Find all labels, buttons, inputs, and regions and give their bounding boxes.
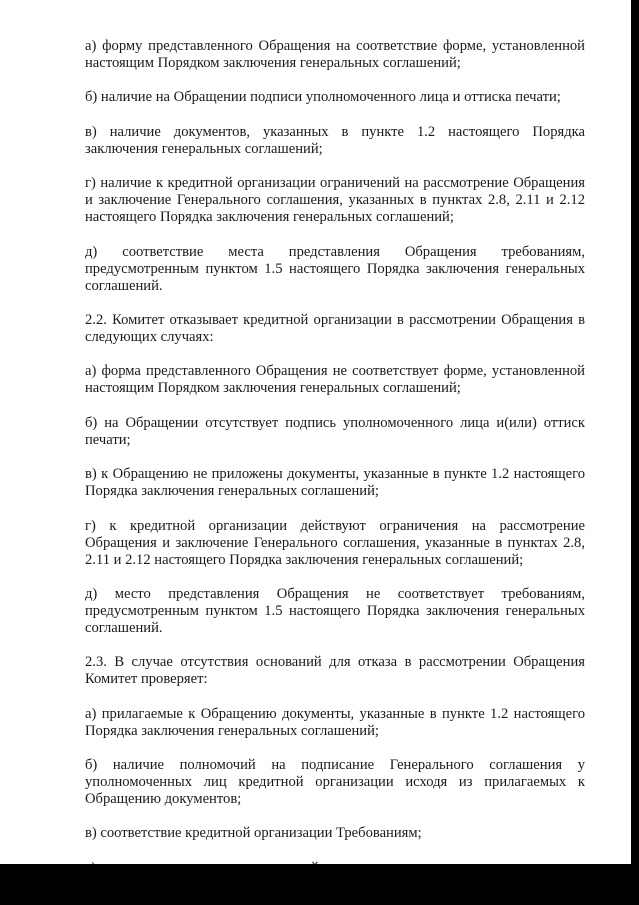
paragraph-refuse-signature: б) на Обращении отсутствует подпись уполномоченного лица и(или) оттиск печати; [85,414,585,448]
document-body [85,38,585,894]
scan-edge-right [631,0,639,905]
paragraph-check-documents: в) наличие документов, указанных в пункте 1.2 настоящего Порядка заключения генеральных соглашений; [85,123,585,157]
paragraph-verify-authority: б) наличие полномочий на подписание Генерального соглашения у уполномоченных лиц кредитной организации исходя из прилагаемых к Обращению документов; [85,757,585,808]
paragraph-verify-requirements: в) соответствие кредитной организации Требованиям; [85,825,422,842]
paragraph-check-signature: б) наличие на Обращении подписи уполномоченного лица и оттиска печати; [85,89,561,106]
paragraph-refuse-place: д) место представления Обращения не соответствует требованиям, предусмотренным пунктом 1.5 настоящего Порядка заключения генеральных соглашений. [85,585,585,636]
paragraph-check-form: а) форму представленного Обращения на соответствие форме, установленной настоящим Порядком заключения генеральных соглашений; [85,38,585,71]
paragraph-verify-documents: а) прилагаемые к Обращению документы, указанные в пункте 1.2 настоящего Порядка заключения генеральных соглашений; [85,705,585,739]
paragraph-section-2-3: 2.3. В случае отсутствия оснований для отказа в рассмотрении Обращения Комитет проверяет: [85,654,585,688]
paragraph-section-2-2: 2.2. Комитет отказывает кредитной организации в рассмотрении Обращения в следующих случаях: [85,311,585,345]
scan-edge-bottom [0,864,639,905]
paragraph-check-place: д) соответствие места представления Обращения требованиям, предусмотренным пунктом 1.5 настоящего Порядка заключения генеральных соглашений. [85,243,585,294]
paragraph-refuse-form: а) форма представленного Обращения не соответствует форме, установленной настоящим Порядком заключения генеральных соглашений; [85,363,585,397]
paragraph-check-restrictions: г) наличие к кредитной организации ограничений на рассмотрение Обращения и заключение Генерального соглашения, указанных в пунктах 2.8, 2.11 и 2.12 настоящего Порядка заключения генеральных соглашений; [85,175,585,226]
paragraph-refuse-restrictions: г) к кредитной организации действуют ограничения на рассмотрение Обращения и заключение Генерального соглашения, указанные в пунктах 2.8, 2.11 и 2.12 настоящего Порядка заключения генеральных соглашений; [85,517,585,568]
paragraph-refuse-documents: в) к Обращению не приложены документы, указанные в пункте 1.2 настоящего Порядка заключения генеральных соглашений; [85,466,585,500]
